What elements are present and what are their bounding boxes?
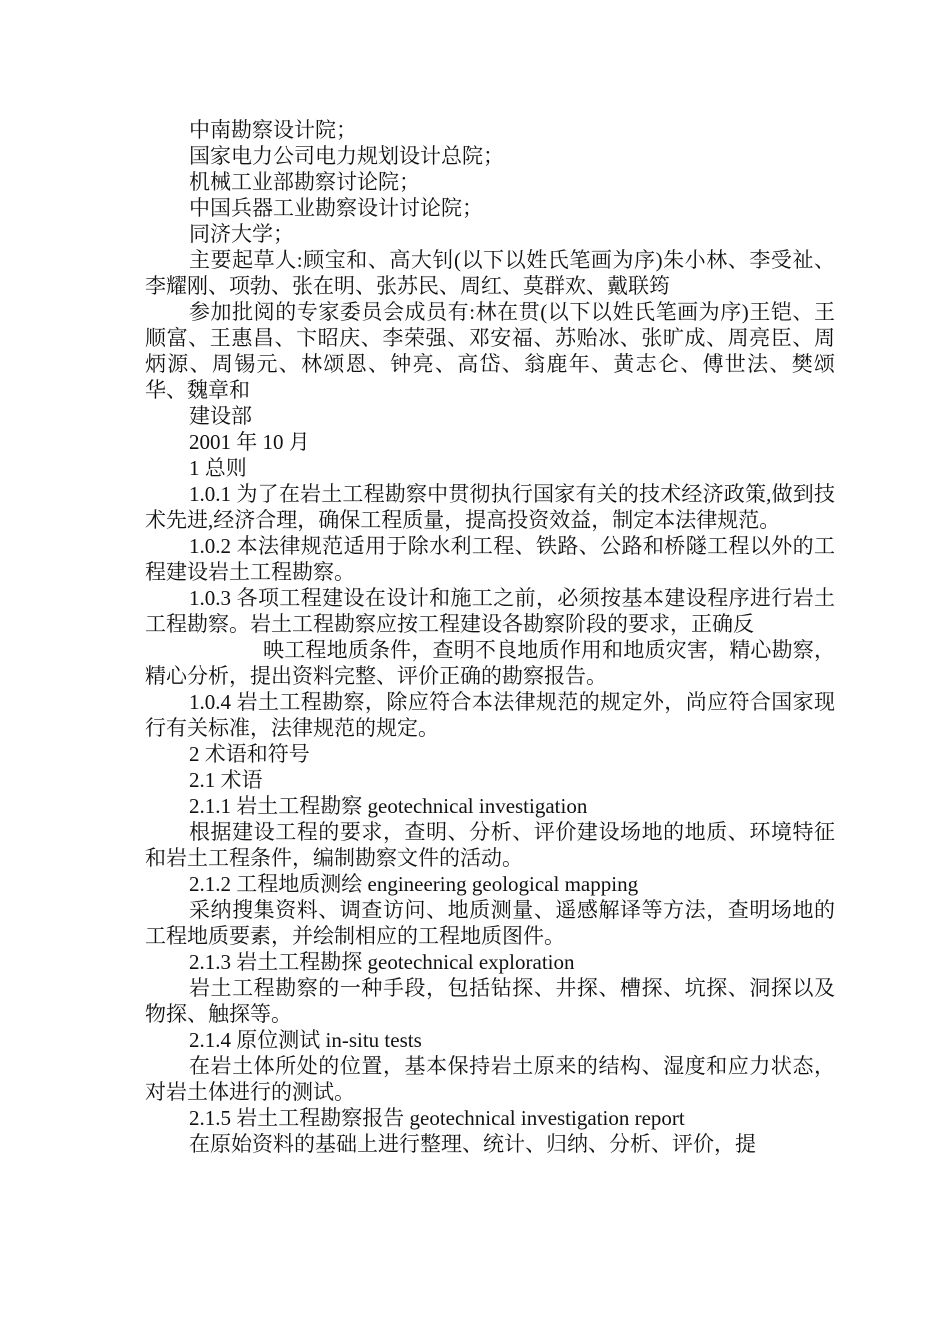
paragraph-org-4: 中国兵器工业勘察设计讨论院； <box>189 196 483 220</box>
definition-2-1-1: 根据建设工程的要求，查明、分析、评价建设场地的地质、环境特征和岩土工程条件，编制勘察文件的活动。 <box>145 820 835 870</box>
definition-2-1-3: 岩土工程勘察的一种手段，包括钻探、井探、槽探、坑探、洞探以及物探、触探等。 <box>145 976 835 1026</box>
clause-1-0-4: 1.0.4 岩土工程勘察，除应符合本法律规范的规定外，尚应符合国家现行有关标准，法律规范的规定。 <box>145 690 835 740</box>
document-page <box>145 117 835 1157</box>
clause-1-0-3-continued: 映工程地质条件，查明不良地质作用和地质灾害，精心勘察，精心分析，提出资料完整、评价正确的勘察报告。 <box>145 638 835 688</box>
section-heading-terms-symbols: 2 术语和符号 <box>189 742 310 766</box>
term-2-1-4: 2.1.4 原位测试 in-situ tests <box>189 1028 422 1052</box>
paragraph-drafters: 主要起草人:顾宝和、高大钊(以下以姓氏笔画为序)朱小林、李受祉、李耀刚、项勃、张在明、张苏民、周红、莫群欢、戴联筠 <box>145 248 835 298</box>
subsection-heading-terms: 2.1 术语 <box>189 768 263 792</box>
clause-1-0-1: 1.0.1 为了在岩土工程勘察中贯彻执行国家有关的技术经济政策,做到技术先进,经济合理，确保工程质量，提高投资效益，制定本法律规范。 <box>145 482 835 532</box>
clause-1-0-2: 1.0.2 本法律规范适用于除水利工程、铁路、公路和桥隧工程以外的工程建设岩土工程勘察。 <box>145 534 835 584</box>
paragraph-org-3: 机械工业部勘察讨论院； <box>189 170 420 194</box>
term-2-1-1: 2.1.1 岩土工程勘察 geotechnical investigation <box>189 794 588 818</box>
paragraph-org-1: 中南勘察设计院； <box>189 118 357 142</box>
definition-2-1-2: 采纳搜集资料、调查访问、地质测量、遥感解译等方法，查明场地的工程地质要素，并绘制相应的工程地质图件。 <box>145 898 835 948</box>
clause-1-0-3: 1.0.3 各项工程建设在设计和施工之前，必须按基本建设程序进行岩土工程勘察。岩土工程勘察应按工程建设各勘察阶段的要求，正确反 <box>145 586 835 636</box>
paragraph-ministry: 建设部 <box>189 404 252 428</box>
term-2-1-3: 2.1.3 岩土工程勘探 geotechnical exploration <box>189 950 575 974</box>
term-2-1-2: 2.1.2 工程地质测绘 engineering geological mapping <box>189 872 639 896</box>
paragraph-org-2: 国家电力公司电力规划设计总院； <box>189 144 504 168</box>
paragraph-org-5: 同济大学； <box>189 222 294 246</box>
definition-2-1-5: 在原始资料的基础上进行整理、统计、归纳、分析、评价，提 <box>189 1132 756 1156</box>
section-heading-general: 1 总则 <box>189 456 247 480</box>
paragraph-reviewers: 参加批阅的专家委员会成员有:林在贯(以下以姓氏笔画为序)王铠、王顺富、王惠昌、卞昭庆、李荣强、邓安福、苏贻冰、张旷成、周亮臣、周炳源、周锡元、林颂恩、钟亮、高岱、翁鹿年、黄志仑、傅世法、樊颂华、魏章和 <box>145 300 835 402</box>
term-2-1-5: 2.1.5 岩土工程勘察报告 geotechnical investigation report <box>189 1106 685 1130</box>
paragraph-date: 2001 年 10 月 <box>189 430 310 454</box>
definition-2-1-4: 在岩土体所处的位置，基本保持岩土原来的结构、湿度和应力状态，对岩土体进行的测试。 <box>145 1054 835 1104</box>
